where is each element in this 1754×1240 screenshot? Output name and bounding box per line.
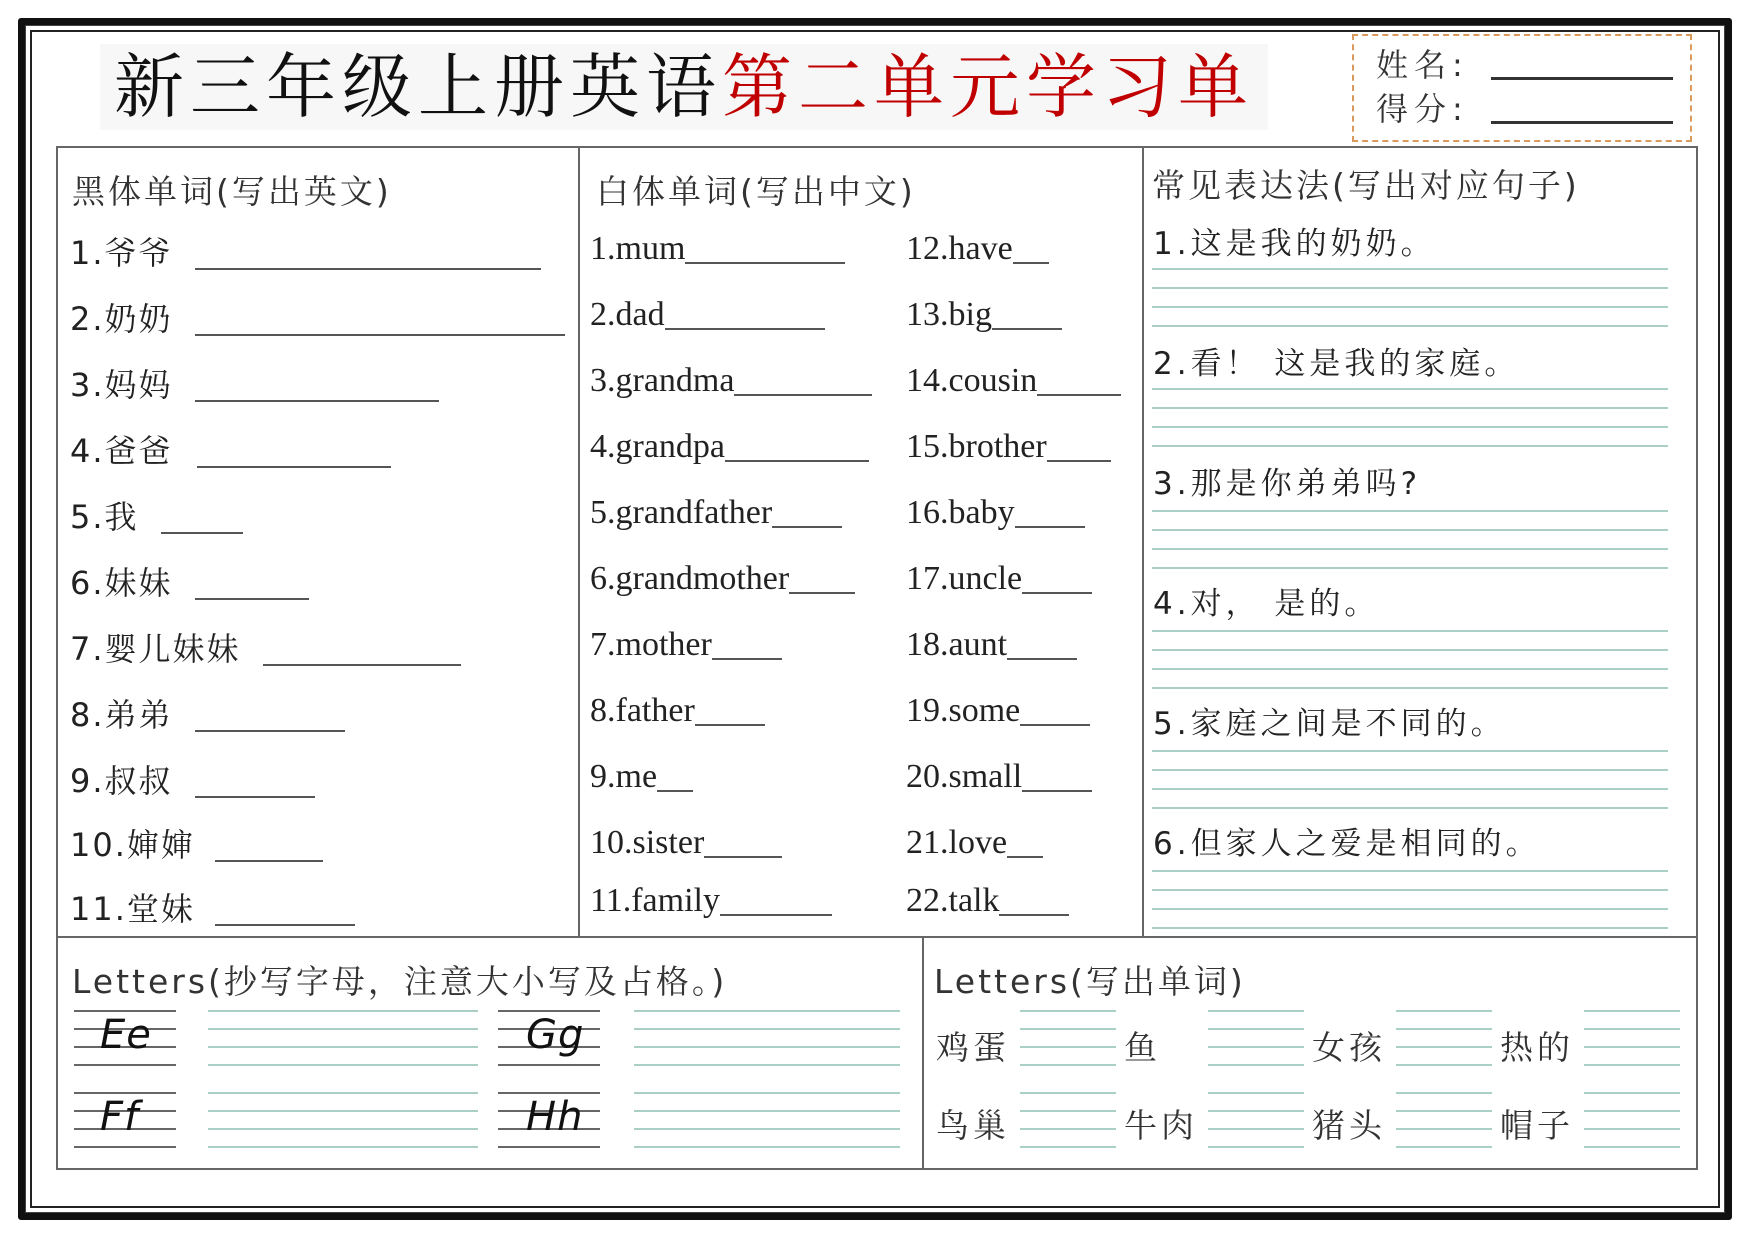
bold-word-item: 2.奶奶	[70, 294, 565, 340]
answer-blank[interactable]	[665, 327, 825, 330]
answer-blank[interactable]	[161, 531, 243, 534]
name-label: 姓名:	[1376, 46, 1469, 84]
answer-blank[interactable]	[712, 657, 782, 660]
divider	[922, 936, 924, 1168]
writing-lines[interactable]	[1152, 870, 1668, 946]
answer-blank[interactable]	[704, 855, 782, 858]
page-title	[100, 44, 1268, 130]
word-prompt: 女孩	[1312, 1028, 1386, 1067]
bold-word-item: 3.妈妈	[70, 360, 439, 406]
word-writing-lines[interactable]	[1208, 1010, 1304, 1082]
letter-practice-lines[interactable]	[634, 1010, 900, 1082]
title-black-part: 新三年级上册英语	[114, 46, 722, 128]
white-word-item: 3.grandma	[590, 362, 872, 400]
answer-blank[interactable]	[195, 795, 315, 798]
letter-model: Gg	[526, 1012, 585, 1058]
white-word-item: 21.love	[906, 824, 1043, 862]
white-word-item: 9.me	[590, 758, 693, 796]
white-word-item: 17.uncle	[906, 560, 1092, 598]
word-writing-lines[interactable]	[1584, 1092, 1680, 1164]
white-word-item: 7.mother	[590, 626, 782, 664]
letter-practice-lines[interactable]	[208, 1010, 478, 1082]
divider	[1142, 148, 1144, 936]
white-word-item: 6.grandmother	[590, 560, 855, 598]
expression-item: 2.看！ 这是我的家庭。	[1153, 346, 1520, 382]
answer-blank[interactable]	[720, 913, 832, 916]
word-prompt: 鸡蛋	[936, 1028, 1010, 1067]
answer-blank[interactable]	[1037, 393, 1121, 396]
bold-word-item: 6.妹妹	[70, 558, 309, 604]
expression-item: 3.那是你弟弟吗?	[1153, 466, 1422, 502]
answer-blank[interactable]	[999, 913, 1069, 916]
bold-word-item: 11.堂妹	[70, 884, 355, 930]
white-word-item: 10.sister	[590, 824, 782, 862]
bold-word-item: 9.叔叔	[70, 756, 315, 802]
divider	[578, 148, 580, 936]
white-words-title: 白体单词(写出中文)	[596, 172, 916, 211]
name-score-box	[1352, 34, 1692, 142]
writing-lines[interactable]	[1152, 750, 1668, 826]
letters-words-title: Letters(写出单词)	[934, 962, 1246, 1001]
letter-practice-lines[interactable]	[634, 1092, 900, 1164]
answer-blank[interactable]	[195, 399, 439, 402]
answer-blank[interactable]	[1020, 723, 1090, 726]
answer-blank[interactable]	[657, 789, 693, 792]
answer-blank[interactable]	[734, 393, 872, 396]
name-field[interactable]	[1491, 76, 1673, 80]
word-writing-lines[interactable]	[1396, 1092, 1492, 1164]
letters-copy-title: Letters(抄写字母，注意大小写及占格。)	[72, 962, 728, 1001]
answer-blank[interactable]	[1013, 261, 1049, 264]
writing-lines[interactable]	[1152, 388, 1668, 464]
word-writing-lines[interactable]	[1208, 1092, 1304, 1164]
word-prompt: 鱼	[1124, 1028, 1161, 1067]
answer-blank[interactable]	[1047, 459, 1111, 462]
word-writing-lines[interactable]	[1396, 1010, 1492, 1082]
answer-blank[interactable]	[263, 663, 461, 666]
expression-item: 6.但家人之爱是相同的。	[1153, 826, 1541, 862]
white-word-item: 12.have	[906, 230, 1049, 268]
letter-practice-lines[interactable]	[208, 1092, 478, 1164]
word-writing-lines[interactable]	[1584, 1010, 1680, 1082]
title-red-part: 第二单元学习单	[722, 46, 1254, 128]
score-label: 得分:	[1376, 90, 1469, 128]
answer-blank[interactable]	[195, 267, 541, 270]
letter-model: Ee	[100, 1012, 152, 1058]
white-word-item: 2.dad	[590, 296, 825, 334]
answer-blank[interactable]	[992, 327, 1062, 330]
expressions-title: 常见表达法(写出对应句子)	[1152, 166, 1580, 205]
answer-blank[interactable]	[1007, 855, 1043, 858]
answer-blank[interactable]	[1022, 591, 1092, 594]
white-word-item: 22.talk	[906, 882, 1069, 920]
word-prompt: 鸟巢	[936, 1106, 1010, 1145]
bold-words-title: 黑体单词(写出英文)	[72, 172, 392, 211]
answer-blank[interactable]	[772, 525, 842, 528]
letter-model: Ff	[100, 1094, 140, 1140]
word-prompt: 猪头	[1312, 1106, 1386, 1145]
expression-item: 5.家庭之间是不同的。	[1153, 706, 1506, 742]
answer-blank[interactable]	[195, 333, 565, 336]
bold-word-item: 4.爸爸	[70, 426, 391, 472]
answer-blank[interactable]	[1015, 525, 1085, 528]
answer-blank[interactable]	[789, 591, 855, 594]
answer-blank[interactable]	[197, 465, 391, 468]
answer-blank[interactable]	[1022, 789, 1092, 792]
answer-blank[interactable]	[195, 597, 309, 600]
white-word-item: 16.baby	[906, 494, 1085, 532]
word-prompt: 帽子	[1500, 1106, 1574, 1145]
expression-item: 4.对， 是的。	[1153, 586, 1380, 622]
word-writing-lines[interactable]	[1020, 1010, 1116, 1082]
answer-blank[interactable]	[215, 923, 355, 926]
score-field[interactable]	[1491, 120, 1673, 124]
answer-blank[interactable]	[725, 459, 869, 462]
score-row	[1376, 86, 1673, 130]
white-word-item: 4.grandpa	[590, 428, 869, 466]
bold-word-item: 5.我	[70, 492, 243, 538]
answer-blank[interactable]	[685, 261, 845, 264]
white-word-item: 8.father	[590, 692, 765, 730]
bold-word-item: 1.爷爷	[70, 228, 541, 274]
white-word-item: 18.aunt	[906, 626, 1077, 664]
expression-item: 1.这是我的奶奶。	[1153, 226, 1436, 262]
writing-lines[interactable]	[1152, 510, 1668, 586]
white-word-item: 5.grandfather	[590, 494, 842, 532]
white-word-item: 19.some	[906, 692, 1090, 730]
word-writing-lines[interactable]	[1020, 1092, 1116, 1164]
white-word-item: 15.brother	[906, 428, 1111, 466]
white-word-item: 13.big	[906, 296, 1062, 334]
answer-blank[interactable]	[695, 723, 765, 726]
white-word-item: 20.small	[906, 758, 1092, 796]
letter-model: Hh	[526, 1094, 584, 1140]
answer-blank[interactable]	[215, 859, 323, 862]
bold-word-item: 10.婶婶	[70, 820, 323, 866]
word-prompt: 牛肉	[1124, 1106, 1198, 1145]
writing-lines[interactable]	[1152, 268, 1668, 344]
white-word-item: 1.mum	[590, 230, 845, 268]
writing-lines[interactable]	[1152, 630, 1668, 706]
white-word-item: 11.family	[590, 882, 832, 920]
bold-word-item: 7.婴儿妹妹	[70, 624, 461, 670]
white-word-item: 14.cousin	[906, 362, 1121, 400]
answer-blank[interactable]	[1007, 657, 1077, 660]
name-row	[1376, 42, 1673, 86]
word-prompt: 热的	[1500, 1028, 1574, 1067]
bold-word-item: 8.弟弟	[70, 690, 345, 736]
answer-blank[interactable]	[195, 729, 345, 732]
